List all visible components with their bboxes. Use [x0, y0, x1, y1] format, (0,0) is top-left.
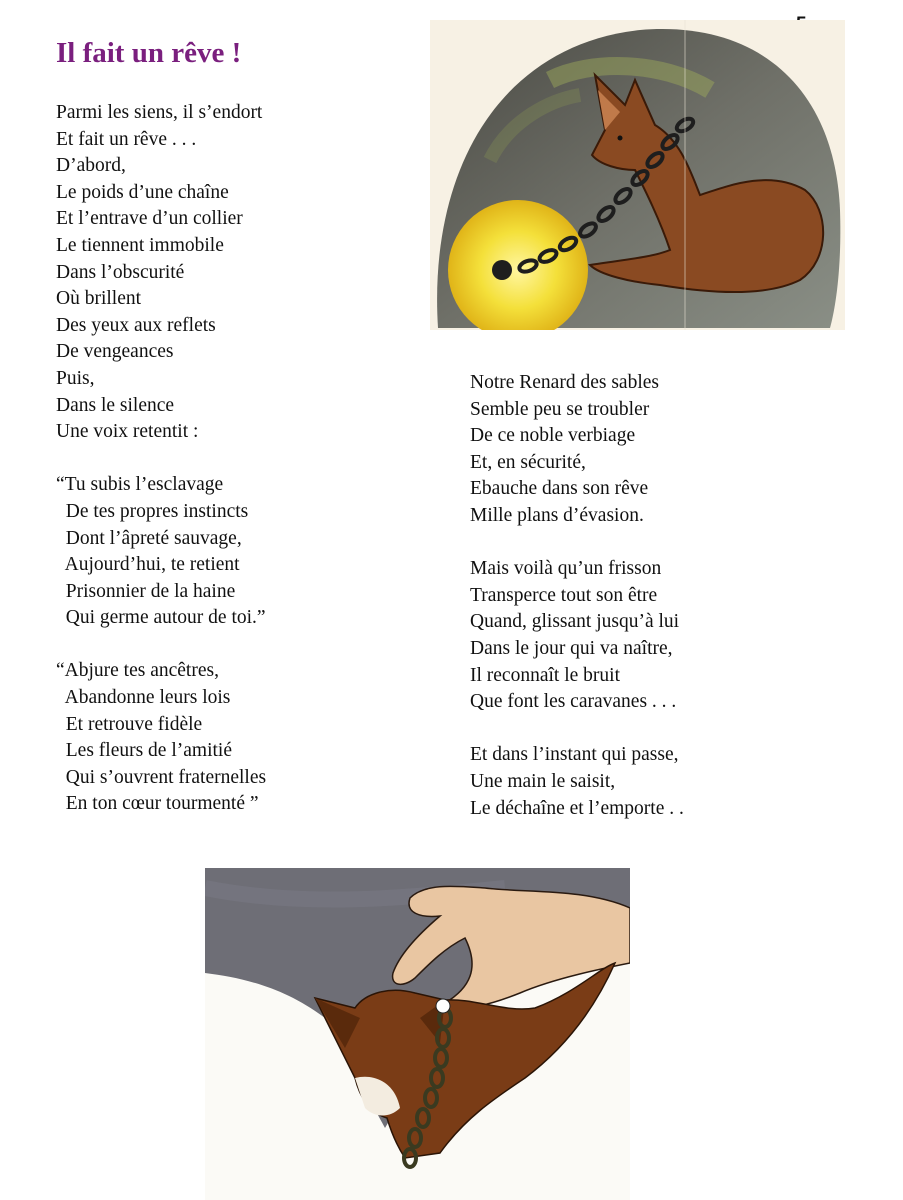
poem-line: De ce noble verbiage	[470, 425, 636, 447]
poem-line: Abandonne leurs lois	[56, 687, 231, 709]
stanza-gap	[56, 446, 266, 473]
poem-line: Aujourd’hui, te retient	[56, 554, 240, 576]
poem-line: “Abjure tes ancêtres,	[56, 660, 219, 682]
poem-line: Une main le saisit,	[470, 770, 616, 792]
stanza-gap	[470, 530, 684, 557]
poem-line: De vengeances	[56, 341, 174, 363]
poem-line: Dans le jour qui va naître,	[470, 637, 673, 659]
poem-line: Il reconnaît le bruit	[470, 664, 620, 686]
poem-line: Et fait un rêve . . .	[56, 128, 197, 150]
stanza-gap	[470, 716, 684, 743]
right-poem-column	[470, 370, 684, 822]
poem-line: Semble peu se troubler	[470, 398, 650, 420]
poem-title: Il fait un rêve !	[56, 37, 242, 69]
poem-line: Qui s’ouvrent fraternelles	[56, 766, 267, 788]
poem-line: D’abord,	[56, 155, 126, 177]
stanza-gap	[56, 632, 266, 659]
poem-line: Les fleurs de l’amitié	[56, 740, 232, 762]
poem-line: Qui germe autour de toi.”	[56, 607, 266, 629]
poem-line: Dont l’âpreté sauvage,	[56, 527, 242, 549]
poem-line: Que font les caravanes . . .	[470, 691, 677, 713]
poem-line: Quand, glissant jusqu’à lui	[470, 611, 680, 633]
poem-line: Le déchaîne et l’emporte . .	[470, 797, 684, 819]
poem-line: Une voix retentit :	[56, 421, 199, 443]
poem-line: Dans l’obscurité	[56, 261, 185, 283]
poem-line: En ton cœur tourmenté ”	[56, 793, 259, 815]
poem-line: Notre Renard des sables	[470, 372, 659, 393]
poem-line: Ebauche dans son rêve	[470, 478, 649, 500]
poem-line: Prisonnier de la haine	[56, 580, 236, 602]
left-poem-column	[56, 100, 266, 818]
fox-in-cave-illustration	[430, 20, 845, 330]
poem-line: Et retrouve fidèle	[56, 713, 203, 735]
poem-line: De tes propres instincts	[56, 500, 249, 522]
poem-line: Mille plans d’évasion.	[470, 504, 644, 526]
poem-line: Et, en sécurité,	[470, 451, 586, 473]
poem-line: Où brillent	[56, 288, 142, 310]
poem-line: Puis,	[56, 367, 95, 389]
poem-line: Des yeux aux reflets	[56, 314, 216, 336]
poem-line: Parmi les siens, il s’endort	[56, 102, 263, 123]
poem-line: “Tu subis l’esclavage	[56, 474, 224, 496]
poem-line: Transperce tout son être	[470, 584, 658, 606]
poem-line: Le tiennent immobile	[56, 234, 224, 256]
poem-line: Et l’entrave d’un collier	[56, 208, 243, 230]
poem-line: Et dans l’instant qui passe,	[470, 744, 679, 766]
hand-lifting-fox-illustration	[205, 868, 630, 1200]
poem-line: Le poids d’une chaîne	[56, 181, 229, 203]
poem-line: Dans le silence	[56, 394, 175, 416]
poem-line: Mais voilà qu’un frisson	[470, 558, 662, 580]
